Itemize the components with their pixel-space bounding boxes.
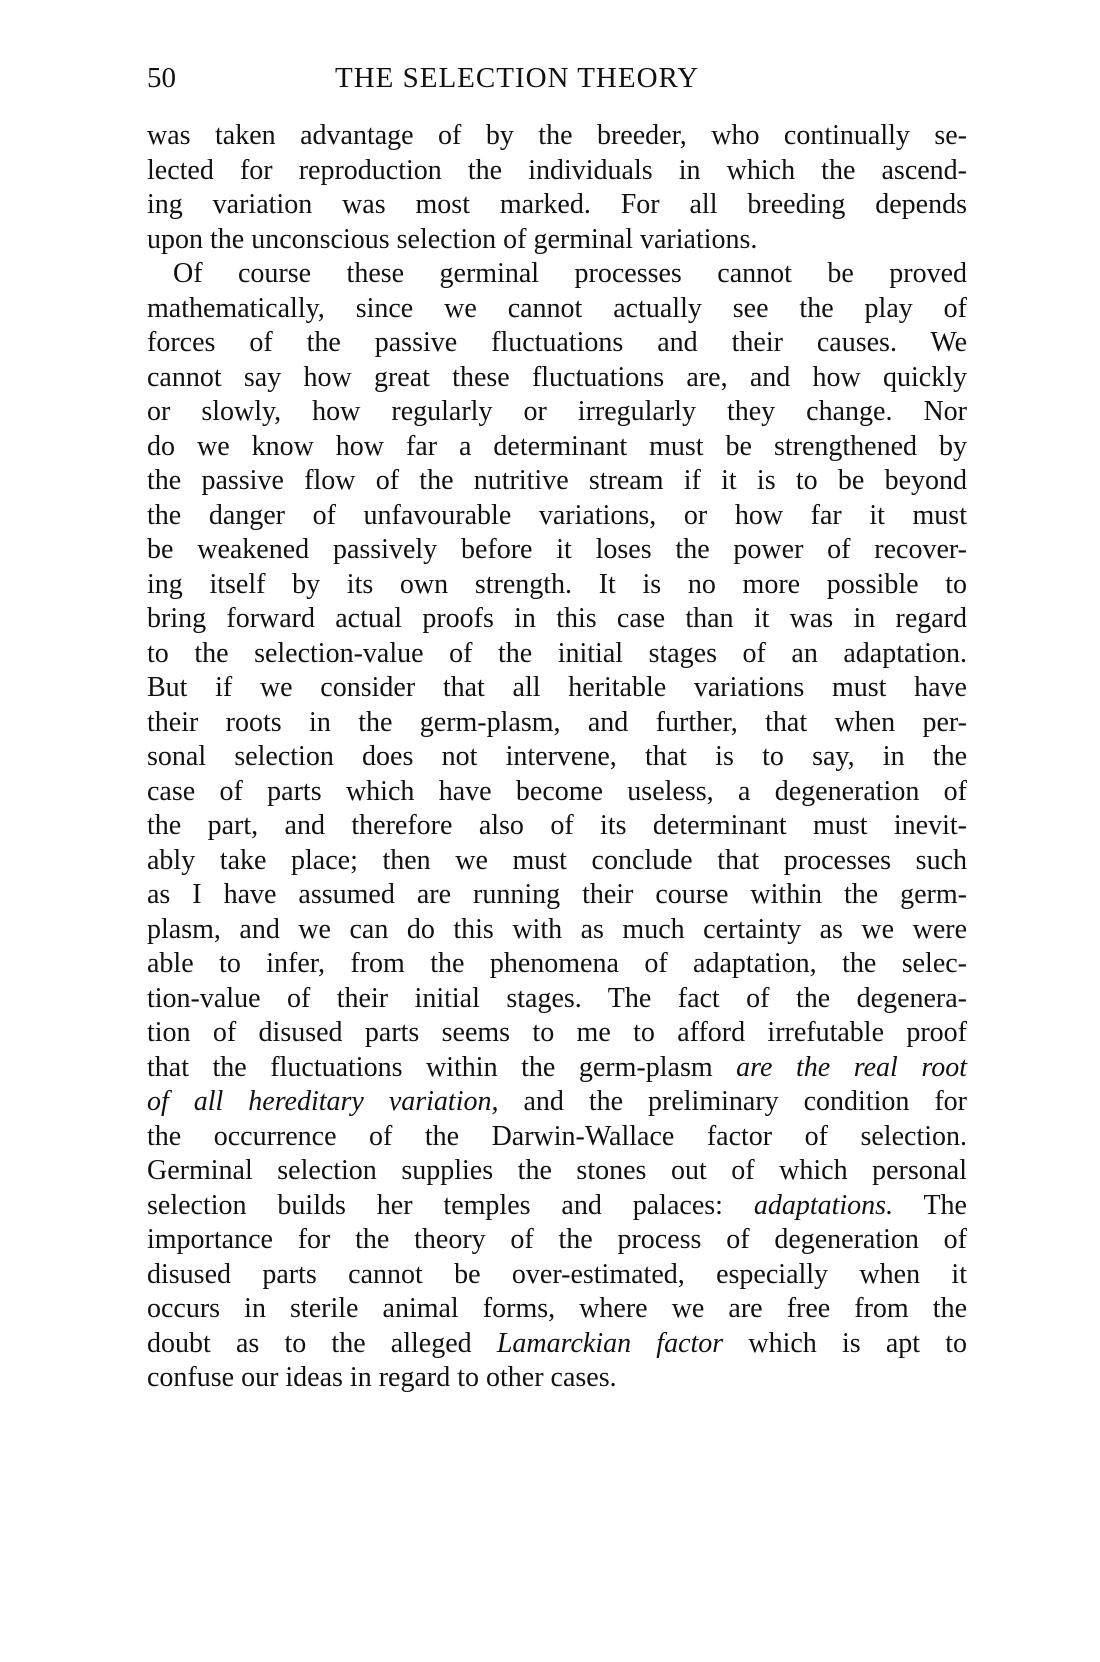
text-segment: selection builds her temples and palaces:: [147, 1189, 754, 1221]
text-segment: which is apt to: [723, 1327, 968, 1359]
text-line-31: Germinal selection supplies the stones out of which personal: [147, 1155, 967, 1186]
italic-phrase: are the real root: [736, 1051, 968, 1083]
text-segment: doubt as to the alleged: [147, 1327, 497, 1359]
text-line-1: was taken advantage of by the breeder, who continually se-: [147, 120, 967, 151]
text-line-26: tion-value of their initial stages. The fact of the degenera-: [147, 982, 967, 1014]
text-line-29: [147, 1085, 967, 1120]
text-line-14: ing itself by its own strength. It is no more possible to: [147, 568, 967, 600]
text-line-12: the danger of unfavourable variations, or how far it must: [147, 499, 967, 531]
text-line-4: upon the unconscious selection of germinal variations.: [147, 223, 758, 255]
text-line-3: ing variation was most marked. For all breeding depends: [147, 189, 967, 220]
text-segment: The: [893, 1189, 967, 1221]
text-line-6: mathematically, since we cannot actually see the play of: [147, 292, 967, 324]
text-line-24: plasm, and we can do this with as much certainty as we were: [147, 913, 967, 945]
text-line-35: occurs in sterile animal forms, where we are free from the: [147, 1293, 967, 1324]
text-line-34: disused parts cannot be over-estimated, especially when it: [147, 1258, 967, 1290]
text-segment: and the preliminary condition for: [498, 1086, 967, 1117]
text-line-21: the part, and therefore also of its determinant must inevit-: [147, 810, 967, 841]
running-head: [0, 58, 1100, 98]
text-line-7: forces of the passive fluctuations and their causes. We: [147, 327, 967, 358]
text-line-5: Of course these germinal processes cannot be proved: [173, 258, 967, 289]
text-line-32: [147, 1189, 967, 1224]
text-line-10: do we know how far a determinant must be strengthened by: [147, 430, 967, 462]
text-line-25: able to infer, from the phenomena of adaptation, the selec-: [147, 948, 967, 979]
text-line-16: to the selection-value of the initial stages of an adaptation.: [147, 637, 967, 669]
italic-phrase: Lamarckian factor: [496, 1327, 724, 1359]
text-line-30: the occurrence of the Darwin-Wallace factor of selection.: [147, 1120, 967, 1152]
text-line-33: importance for the theory of the process of degeneration of: [147, 1224, 967, 1255]
text-line-11: the passive flow of the nutritive stream if it is to be beyond: [147, 465, 967, 496]
text-line-28: [147, 1051, 967, 1086]
italic-phrase: of all hereditary variation,: [147, 1086, 499, 1117]
text-line-2: lected for reproduction the individuals in which the ascend-: [147, 154, 967, 186]
text-line-27: tion of disused parts seems to me to afford irrefutable proof: [147, 1017, 967, 1048]
text-line-36: [147, 1327, 967, 1362]
page-number: 50: [147, 62, 176, 94]
text-line-20: case of parts which have become useless, a degeneration of: [147, 775, 967, 807]
text-line-8: cannot say how great these fluctuations are, and how quickly: [147, 361, 967, 393]
text-line-37: confuse our ideas in regard to other cases.: [147, 1362, 617, 1393]
text-line-19: sonal selection does not intervene, that is to say, in the: [147, 741, 967, 772]
running-title: THE SELECTION THEORY: [335, 62, 700, 94]
body-text: [147, 119, 967, 1396]
text-line-9: or slowly, how regularly or irregularly they change. Nor: [147, 396, 967, 427]
text-line-18: their roots in the germ-plasm, and further, that when per-: [147, 706, 967, 738]
text-line-17: But if we consider that all heritable variations must have: [147, 672, 967, 703]
text-segment: that the fluctuations within the germ-plasm: [147, 1051, 737, 1083]
text-line-22: ably take place; then we must conclude that processes such: [147, 844, 967, 876]
text-line-23: as I have assumed are running their course within the germ-: [147, 879, 967, 910]
text-line-13: be weakened passively before it loses the power of recover-: [147, 534, 967, 565]
text-line-15: bring forward actual proofs in this case than it was in regard: [147, 603, 967, 634]
italic-word: adaptations.: [753, 1189, 894, 1221]
